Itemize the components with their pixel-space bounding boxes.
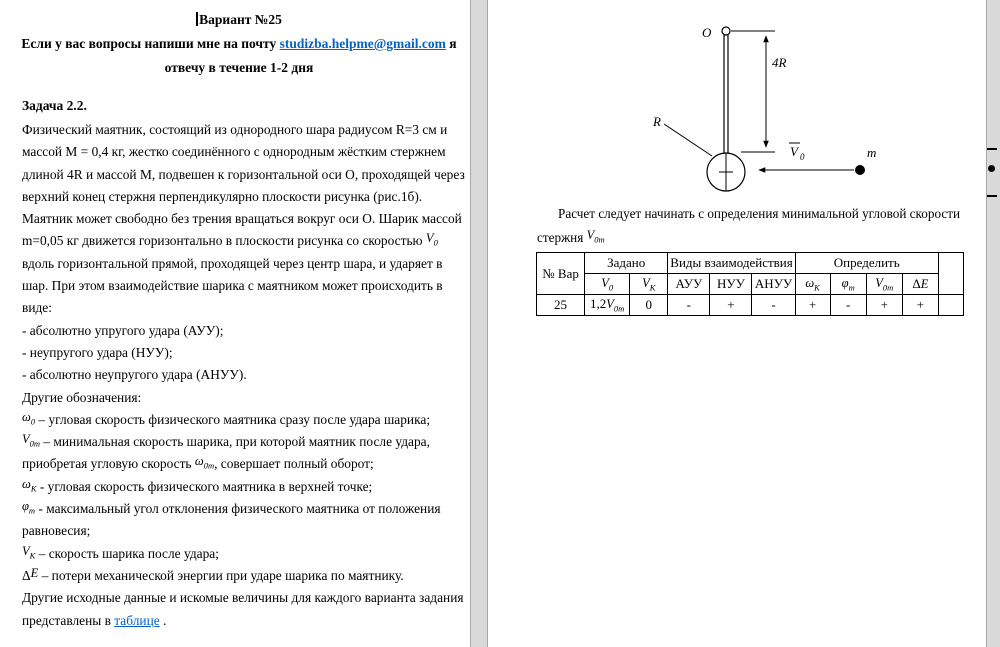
cell-omegak: + <box>795 295 830 316</box>
th-phim <box>830 274 866 295</box>
th-group-determine: Определить <box>795 253 938 274</box>
cell-variant: 25 <box>537 295 585 316</box>
math-symbol: $V_K$ <box>22 543 36 561</box>
pendulum-figure <box>628 4 888 204</box>
page-gutter <box>470 0 488 647</box>
text-line: Маятник может свободно без трения вращаться вокруг оси О. Шарик массой <box>22 211 462 227</box>
striker-ball <box>855 165 865 175</box>
striker-mass-label: m <box>867 145 877 160</box>
page-left <box>0 0 470 647</box>
definition-v0m: $V_{0m}$ – минимальная скорость шарика, при которой маятник после удара, <box>22 432 430 450</box>
text-line: шар. При этом взаимодействие шарика с маятником может происходить в <box>22 278 443 294</box>
math-symbol: $\varphi_m$ <box>841 276 855 293</box>
variant-title: Вариант №25 <box>199 12 282 27</box>
th-nuu: НУУ <box>710 274 752 295</box>
task-heading: Задача 2.2. <box>22 98 87 113</box>
cell-v0: $1,2V_{0m}$ <box>585 295 630 316</box>
definition-omega0: $\omega_0$ – угловая скорость физического маятника сразу после удара шарика; <box>22 409 431 427</box>
text-line: виде: <box>22 300 52 316</box>
definition-phim-cont: равновесия; <box>22 523 91 539</box>
th-group-interaction-types: Виды взаимодействия <box>668 253 795 274</box>
math-symbol: $V_{0m}$ <box>22 432 41 449</box>
th-anuu: АНУУ <box>752 274 795 295</box>
clipped-figure-mark <box>988 165 995 172</box>
cell-empty <box>938 295 963 316</box>
definition-phim: $\varphi_m$ - максимальный угол отклонения физического маятника от положения <box>22 499 441 517</box>
clipped-figure-mark <box>987 148 997 150</box>
th-group-given: Задано <box>585 253 668 274</box>
math-symbol: E <box>30 565 39 580</box>
math-symbol: $\omega_{0m}$ <box>194 454 215 471</box>
definition-vk: $V_K$ – скорость шарика после удара; <box>22 543 219 561</box>
text-line: вдоль горизонтальной прямой, проходящей через центр шара, и ударяет в <box>22 255 443 271</box>
dimension-label: 4R <box>772 55 787 70</box>
variants-table <box>536 252 964 316</box>
math-symbol: $V_K$ <box>642 276 656 293</box>
text-line: Другие исходные данные и искомые величины для каждого варианта задания <box>22 590 464 606</box>
cell-nuu: + <box>710 295 752 316</box>
math-symbol: $\omega_0$ <box>22 409 36 427</box>
text-line: m=0,05 кг движется горизонтально в плоскости рисунка со скоростью $V_0$ <box>22 231 438 249</box>
cell-phim: - <box>830 295 866 316</box>
definition-deltae: ΔE – потери механической энергии при ударе шарика по маятнику. <box>22 565 404 583</box>
definition-v0m-cont: приобретая угловую скорость $\omega_{0m}$, совершает полный оборот; <box>22 454 374 472</box>
text-line: Физический маятник, состоящий из однородного шара радиусом R=3 см и <box>22 122 448 137</box>
velocity-label-sub: 0 <box>800 152 805 162</box>
math-symbol: $V_0$ <box>601 276 614 293</box>
math-symbol: $V_0$ <box>425 231 438 248</box>
math-symbol: $\omega_K$ <box>805 276 820 293</box>
radius-label: R <box>653 114 661 129</box>
text-cursor <box>196 12 198 26</box>
th-auu: АУУ <box>668 274 710 295</box>
text-line: длиной 4R и массой М, подвешен к горизонтальной оси О, проходящей через <box>22 166 465 182</box>
page-right <box>488 0 986 647</box>
math-symbol: E <box>920 277 929 291</box>
th-v0m <box>866 274 902 295</box>
definition-omegak: $\omega_K$ - угловая скорость физического маятника в верхней точке; <box>22 476 373 494</box>
math-symbol: $V_{0m}$ <box>586 228 605 245</box>
hyperlink[interactable]: studizba.helpme@gmail.com <box>279 36 446 51</box>
list-item-auu: - абсолютно упругого удара (АУУ); <box>22 322 224 338</box>
math-symbol: $\varphi_m$ <box>22 499 36 516</box>
pivot-circle <box>722 27 730 35</box>
table-group-header-row <box>537 253 964 274</box>
list-item-nuu: - неупругого удара (НУУ); <box>22 344 173 360</box>
math-symbol: $V_{0m}$ <box>606 297 625 314</box>
calc-note-line-2: стержня $V_{0m}$ <box>537 228 605 245</box>
table-data-row <box>537 295 964 316</box>
right-edge-strip <box>986 0 1000 647</box>
math-symbol: $V_{0m}$ <box>875 276 894 293</box>
text-line: верхний конец стержня перпендикулярно плоскости рисунка (рис.1б). <box>22 188 423 204</box>
th-v0 <box>585 274 630 295</box>
cell-auu: - <box>668 295 710 316</box>
hyperlink[interactable]: таблице <box>114 612 160 628</box>
th-vk <box>630 274 668 295</box>
radius-leader-line <box>664 124 712 156</box>
text-line: массой М = 0,4 кг, жестко соединённого с однородным жёстким стержнем <box>22 144 446 160</box>
velocity-label-base: V <box>790 144 798 159</box>
clipped-figure-mark <box>987 195 997 197</box>
contact-line-2: отвечу в течение 1-2 дня <box>164 60 314 75</box>
th-deltae: ΔE <box>902 274 938 295</box>
th-empty-column <box>938 253 963 295</box>
contact-line: Если у вас вопросы напиши мне на почту studizba.helpme@gmail.com я <box>21 36 457 51</box>
cell-deltae: + <box>902 295 938 316</box>
pivot-label: O <box>702 25 712 40</box>
calc-note-line-1: Расчет следует начинать с определения минимальной угловой скорости <box>558 206 961 221</box>
cell-v0m: + <box>866 295 902 316</box>
math-symbol: $\omega_K$ <box>22 476 37 494</box>
title-line <box>18 12 460 28</box>
th-variant-number: № Вар <box>537 253 585 295</box>
notation-heading: Другие обозначения: <box>22 389 142 405</box>
table-subheader-row <box>537 274 964 295</box>
cell-vk: 0 <box>630 295 668 316</box>
task-body <box>22 119 467 632</box>
cell-anuu: - <box>752 295 795 316</box>
text-line-table-ref: представлены в таблице . <box>22 612 167 628</box>
list-item-anuu: - абсолютно неупругого удара (АНУУ). <box>22 367 247 383</box>
th-omegak <box>795 274 830 295</box>
